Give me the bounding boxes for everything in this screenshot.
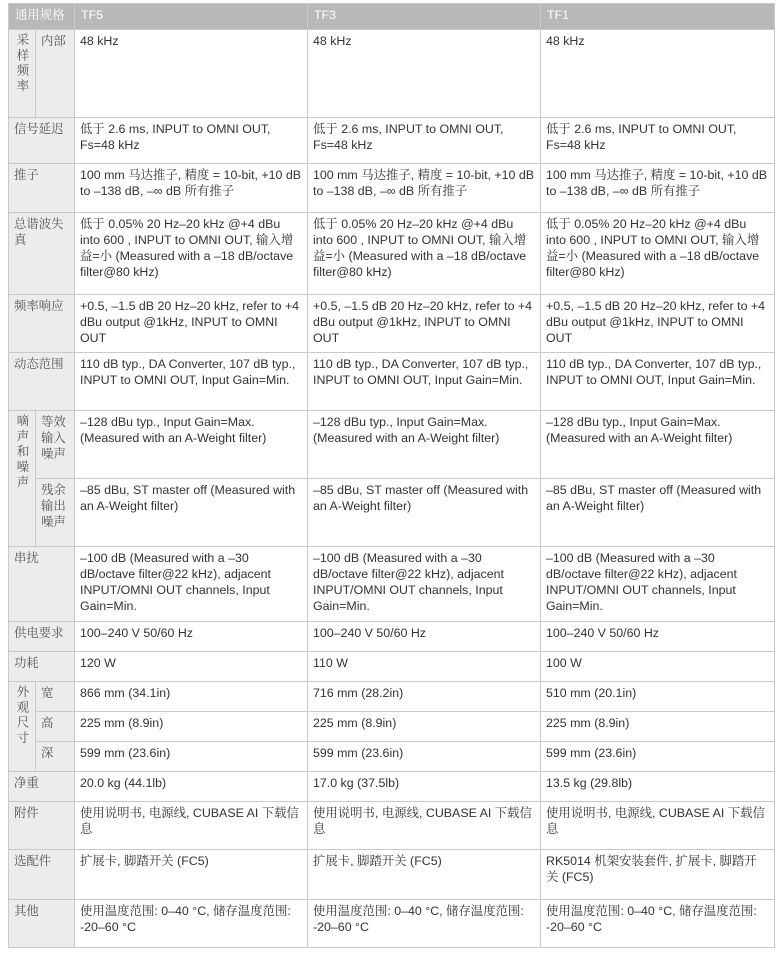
- value-width-tf5: 866 mm (34.1in): [75, 682, 308, 712]
- value-power-req-tf3: 100–240 V 50/60 Hz: [308, 622, 541, 652]
- row-power-con: [9, 652, 775, 682]
- label-weight: 净重: [9, 772, 75, 802]
- header-spec: 通用规格: [9, 4, 75, 30]
- value-options-tf3: 扩展卡, 脚踏开关 (FC5): [308, 850, 541, 900]
- row-accessories: [9, 802, 775, 850]
- label-sampling-internal: 内部: [36, 30, 75, 118]
- row-freq: [9, 295, 775, 353]
- value-res-tf3: –85 dBu, ST master off (Measured with an A-Weight filter): [308, 479, 541, 547]
- label-dims-width: 宽: [36, 682, 75, 712]
- row-power-req: [9, 622, 775, 652]
- row-weight: [9, 772, 775, 802]
- header-tf3: TF3: [308, 4, 541, 30]
- header-row: [9, 4, 775, 30]
- value-ein-tf3: –128 dBu typ., Input Gain=Max. (Measured with an A-Weight filter): [308, 411, 541, 479]
- value-res-tf5: –85 dBu, ST master off (Measured with an A-Weight filter): [75, 479, 308, 547]
- value-width-tf3: 716 mm (28.2in): [308, 682, 541, 712]
- value-accessories-tf1: 使用说明书, 电源线, CUBASE AI 下载信息: [541, 802, 775, 850]
- row-noise-ein: [9, 411, 775, 479]
- label-other: 其他: [9, 900, 75, 948]
- row-delay: [9, 118, 775, 164]
- value-crosstalk-tf1: –100 dB (Measured with a –30 dB/octave filter@22 kHz), adjacent INPUT/OMNI OUT channels, Input Gain=Min.: [541, 547, 775, 622]
- value-fader-tf1: 100 mm 马达推子, 精度 = 10-bit, +10 dB to –138 dB, –∞ dB 所有推子: [541, 164, 775, 213]
- value-sampling-tf3: 48 kHz: [308, 30, 541, 118]
- row-dims-height: [9, 712, 775, 742]
- label-noise-res: 残余输出噪声: [36, 479, 75, 547]
- label-accessories: 附件: [9, 802, 75, 850]
- value-fader-tf3: 100 mm 马达推子, 精度 = 10-bit, +10 dB to –138 dB, –∞ dB 所有推子: [308, 164, 541, 213]
- label-noise: 嘀声和噪声: [9, 411, 36, 547]
- label-freq: 频率响应: [9, 295, 75, 353]
- header-tf1: TF1: [541, 4, 775, 30]
- spec-table: [8, 3, 775, 948]
- value-ein-tf1: –128 dBu typ., Input Gain=Max. (Measured with an A-Weight filter): [541, 411, 775, 479]
- value-power-req-tf1: 100–240 V 50/60 Hz: [541, 622, 775, 652]
- value-sampling-tf5: 48 kHz: [75, 30, 308, 118]
- value-width-tf1: 510 mm (20.1in): [541, 682, 775, 712]
- value-thd-tf1: 低于 0.05% 20 Hz–20 kHz @+4 dBu into 600 , INPUT to OMNI OUT, 输入增益=小 (Measured with a –18 dB/octave filter@80 kHz): [541, 213, 775, 295]
- value-delay-tf3: 低于 2.6 ms, INPUT to OMNI OUT, Fs=48 kHz: [308, 118, 541, 164]
- value-crosstalk-tf3: –100 dB (Measured with a –30 dB/octave filter@22 kHz), adjacent INPUT/OMNI OUT channels, Input Gain=Min.: [308, 547, 541, 622]
- label-sampling: 采样频率: [9, 30, 36, 118]
- value-power-con-tf3: 110 W: [308, 652, 541, 682]
- row-dims-depth: [9, 742, 775, 772]
- header-tf5: TF5: [75, 4, 308, 30]
- row-fader: [9, 164, 775, 213]
- value-height-tf5: 225 mm (8.9in): [75, 712, 308, 742]
- value-res-tf1: –85 dBu, ST master off (Measured with an A-Weight filter): [541, 479, 775, 547]
- value-thd-tf5: 低于 0.05% 20 Hz–20 kHz @+4 dBu into 600 , INPUT to OMNI OUT, 输入增益=小 (Measured with a –18 dB/octave filter@80 kHz): [75, 213, 308, 295]
- row-crosstalk: [9, 547, 775, 622]
- value-accessories-tf3: 使用说明书, 电源线, CUBASE AI 下载信息: [308, 802, 541, 850]
- value-freq-tf1: +0.5, –1.5 dB 20 Hz–20 kHz, refer to +4 dBu output @1kHz, INPUT to OMNI OUT: [541, 295, 775, 353]
- row-dims-width: [9, 682, 775, 712]
- value-other-tf3: 使用温度范围: 0–40 °C, 储存温度范围: -20–60 °C: [308, 900, 541, 948]
- row-other: [9, 900, 775, 948]
- value-weight-tf3: 17.0 kg (37.5lb): [308, 772, 541, 802]
- row-noise-res: [9, 479, 775, 547]
- value-delay-tf1: 低于 2.6 ms, INPUT to OMNI OUT, Fs=48 kHz: [541, 118, 775, 164]
- label-dims-height: 高: [36, 712, 75, 742]
- value-sampling-tf1: 48 kHz: [541, 30, 775, 118]
- value-freq-tf3: +0.5, –1.5 dB 20 Hz–20 kHz, refer to +4 dBu output @1kHz, INPUT to OMNI OUT: [308, 295, 541, 353]
- value-power-con-tf1: 100 W: [541, 652, 775, 682]
- value-power-con-tf5: 120 W: [75, 652, 308, 682]
- value-fader-tf5: 100 mm 马达推子, 精度 = 10-bit, +10 dB to –138 dB, –∞ dB 所有推子: [75, 164, 308, 213]
- value-dynamic-tf1: 110 dB typ., DA Converter, 107 dB typ., INPUT to OMNI OUT, Input Gain=Min.: [541, 353, 775, 411]
- value-depth-tf5: 599 mm (23.6in): [75, 742, 308, 772]
- label-delay: 信号延迟: [9, 118, 75, 164]
- value-height-tf3: 225 mm (8.9in): [308, 712, 541, 742]
- label-dims-depth: 深: [36, 742, 75, 772]
- label-power-req: 供电要求: [9, 622, 75, 652]
- value-dynamic-tf5: 110 dB typ., DA Converter, 107 dB typ., INPUT to OMNI OUT, Input Gain=Min.: [75, 353, 308, 411]
- value-ein-tf5: –128 dBu typ., Input Gain=Max. (Measured with an A-Weight filter): [75, 411, 308, 479]
- value-delay-tf5: 低于 2.6 ms, INPUT to OMNI OUT, Fs=48 kHz: [75, 118, 308, 164]
- label-dynamic: 动态范围: [9, 353, 75, 411]
- value-accessories-tf5: 使用说明书, 电源线, CUBASE AI 下载信息: [75, 802, 308, 850]
- row-sampling: [9, 30, 775, 118]
- row-thd: [9, 213, 775, 295]
- value-options-tf5: 扩展卡, 脚踏开关 (FC5): [75, 850, 308, 900]
- label-crosstalk: 串扰: [9, 547, 75, 622]
- value-weight-tf5: 20.0 kg (44.1lb): [75, 772, 308, 802]
- label-noise-ein: 等效输入噪声: [36, 411, 75, 479]
- value-weight-tf1: 13.5 kg (29.8lb): [541, 772, 775, 802]
- value-freq-tf5: +0.5, –1.5 dB 20 Hz–20 kHz, refer to +4 dBu output @1kHz, INPUT to OMNI OUT: [75, 295, 308, 353]
- value-crosstalk-tf5: –100 dB (Measured with a –30 dB/octave filter@22 kHz), adjacent INPUT/OMNI OUT channels, Input Gain=Min.: [75, 547, 308, 622]
- value-depth-tf1: 599 mm (23.6in): [541, 742, 775, 772]
- value-height-tf1: 225 mm (8.9in): [541, 712, 775, 742]
- row-dynamic: [9, 353, 775, 411]
- value-other-tf5: 使用温度范围: 0–40 °C, 储存温度范围: -20–60 °C: [75, 900, 308, 948]
- label-dims: 外观尺寸: [9, 682, 36, 772]
- value-dynamic-tf3: 110 dB typ., DA Converter, 107 dB typ., INPUT to OMNI OUT, Input Gain=Min.: [308, 353, 541, 411]
- value-other-tf1: 使用温度范围: 0–40 °C, 储存温度范围: -20–60 °C: [541, 900, 775, 948]
- value-power-req-tf5: 100–240 V 50/60 Hz: [75, 622, 308, 652]
- row-options: [9, 850, 775, 900]
- label-fader: 推子: [9, 164, 75, 213]
- label-options: 选配件: [9, 850, 75, 900]
- value-depth-tf3: 599 mm (23.6in): [308, 742, 541, 772]
- value-thd-tf3: 低于 0.05% 20 Hz–20 kHz @+4 dBu into 600 , INPUT to OMNI OUT, 输入增益=小 (Measured with a –18 dB/octave filter@80 kHz): [308, 213, 541, 295]
- label-thd: 总谐波失真: [9, 213, 75, 295]
- label-power-con: 功耗: [9, 652, 75, 682]
- value-options-tf1: RK5014 机架安装套件, 扩展卡, 脚踏开关 (FC5): [541, 850, 775, 900]
